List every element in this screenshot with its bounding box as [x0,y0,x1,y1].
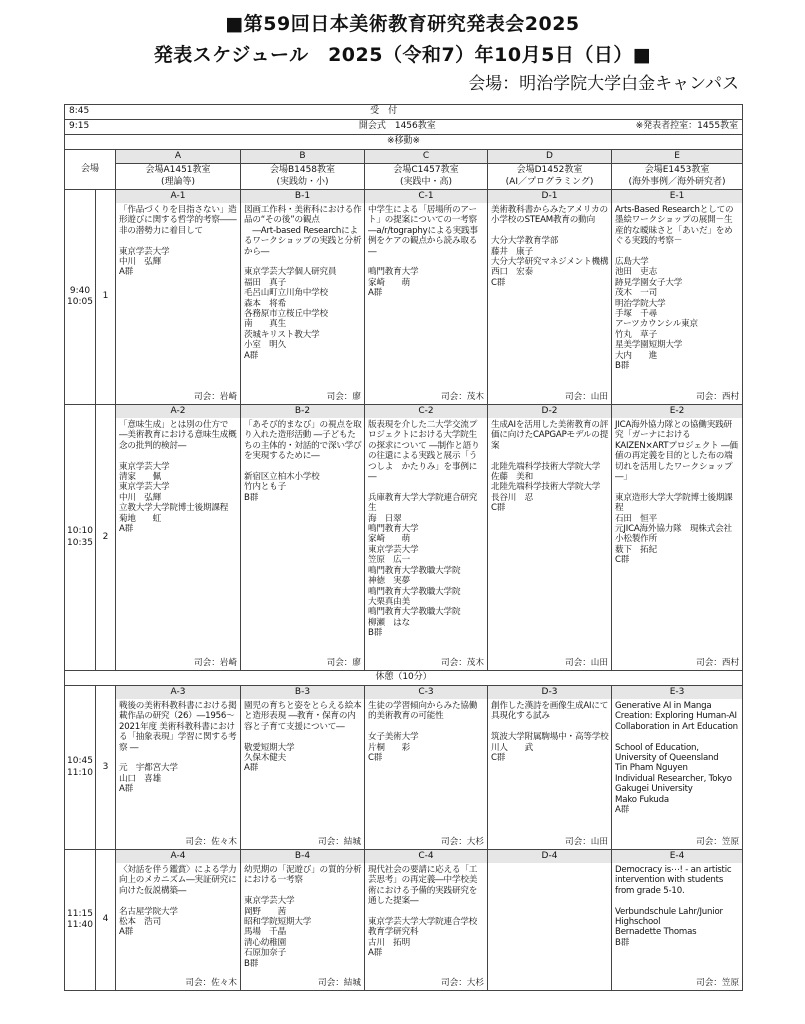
session-chair: 司会：佐々木 [185,837,237,847]
presentation-details: 園児の育ちと姿をとらえる絵本と造形表現 ―教育・保育の内容と子育て支援について― 敬愛短期大学 久保木健夫 A群 [244,701,362,774]
presentation-cell [488,686,612,850]
presentation-details: 「あそび的まなび」の視点を取り入れた造形活動 ―子どもたちの主体的・対話的で深い学びを実現するために― 新宿区立柏木小学校 竹内とも子 B群 [244,420,362,503]
slot-time: 10:10 10:35 [65,405,96,671]
venue-label: 会場：明治学院大学白金キャンパス [468,74,739,94]
session-row [65,190,743,405]
session-chair: 司会：結城 [318,978,361,988]
page-title: ■第59回日本美術教育研究発表会2025 [225,13,580,35]
presentation-details: 「作品づくりを目指さない」造形遊びに関する哲学的考察――非の潜勢力に着目して 東京学芸大学 中川 弘輝 A群 [119,205,237,278]
presentation-cell [365,190,488,405]
slot-time: 9:40 10:05 [65,190,96,405]
reception-label: 受 付 [370,106,398,117]
slot-number: 4 [96,850,116,991]
room-theme: (実践中・高) [399,176,453,187]
presentation-code: A-3 [116,686,240,699]
presentation-code: D-3 [488,686,611,699]
session-chair: 司会：廖 [326,658,361,668]
room-header [612,164,743,190]
room-name: 会場A1451教室 [145,165,211,176]
presentation-cell [488,405,612,671]
presentation-details: 戦後の美術科教科書における掲載作品の研究（26）―1956～2021年度 美術科教科書における「抽象表現」学習に関する考察 ― 元 宇都宮大学 山口 喜雄 A群 [119,701,237,795]
room-letter: C [365,150,488,164]
presentation-code: C-2 [365,405,487,418]
session-chair: 司会：山田 [565,392,608,402]
room-header [488,164,612,190]
break-label: 休憩（10分） [65,671,743,686]
presentation-code: A-2 [116,405,240,418]
presentation-details: 生成AIを活用した美術教育の評価に向けたCAPGAPモデルの提案 北陸先端科学技術大学院大学 佐藤 美和 北陸先端科学技術大学院大学 長谷川 忍 C群 [491,420,609,514]
session-chair: 司会：茂木 [441,392,484,402]
room-letter: A [116,150,241,164]
room-letter: E [612,150,743,164]
session-chair: 司会：岩崎 [194,392,237,402]
room-theme: (理論等) [160,176,196,187]
presentation-cell [365,686,488,850]
room-name: 会場D1452教室 [516,165,583,176]
presentation-details: 生徒の学習傾向からみた協働的美術教育の可能性 女子美術大学 片桐 彩 C群 [368,701,478,764]
session-chair: 司会：大杉 [441,978,484,988]
presentation-code: E-1 [612,190,742,203]
presentation-code: C-3 [365,686,487,699]
presentation-code: A-1 [116,190,240,203]
presentation-code: B-3 [241,686,364,699]
presentation-code: A-4 [116,850,240,863]
opening-row [65,120,743,135]
session-chair: 司会：山田 [565,658,608,668]
presentation-cell [116,850,241,991]
room-theme: (海外事例／海外研究者) [628,176,726,187]
slot-number: 1 [96,190,116,405]
presentation-details: JICA海外協力隊との協働実践研究「ガーナにおけるKAIZEN×ARTプロジェクト ―価値の再定義を目的とした布の端切れを活用したワークショップ―」 東京造形大学大学院博士後期課程 石田 恒平 元JICA海外協力隊 現株式会社小松製作所 薮下 拓紀 C群 [615,420,738,566]
session-chair: 司会：茂木 [441,658,484,668]
presentation-cell [116,405,241,671]
session-chair: 司会：山田 [565,837,608,847]
presentation-cell [241,686,365,850]
presentation-cell [365,405,488,671]
room-header [241,164,365,190]
presentation-cell [365,850,488,991]
presentation-code: D-4 [488,850,611,863]
presentation-details [488,863,611,865]
schedule-subtitle: 発表スケジュール 2025（令和7）年10月5日（日）■ [153,44,652,66]
presentation-code: B-1 [241,190,364,203]
presentation-code: E-3 [612,686,742,699]
presentation-cell [612,405,743,671]
session-row [65,686,743,850]
presentation-code: D-2 [488,405,611,418]
speaker-room-note: ※発表者控室：1455教室 [635,121,739,132]
session-row [65,405,743,671]
session-chair: 司会：廖 [326,392,361,402]
presentation-details: 版表現を介した二大学交流プロジェクトにおける大学院生の探求について ―制作と語りの往還による実践と展示「うつしよ かたりみ」を事例に― 兵庫教育大学大学院連合研究生 海 日翠 鳴門教育大学 家崎 萌 東京学芸大学 笠原 広一 鳴門教育大学教職大学院 神徳 実夢 鳴門教育大学教職大学院 大栗真由美 鳴門教育大学教職大学院 柳瀬 はな B群 [368,420,480,639]
presentation-details: 幼児期の「泥遊び」の質的分析における一考察 東京学芸大学 岡野 茜 昭和学院短期大学 馬場 千晶 清心幼稚園 石原加奈子 B群 [244,865,362,969]
room-name: 会場E1453教室 [644,165,710,176]
slot-number: 3 [96,686,116,850]
presentation-code: C-4 [365,850,487,863]
session-chair: 司会：結城 [318,837,361,847]
break-row [65,671,743,686]
room-letter: B [241,150,365,164]
room-name-row [65,164,743,190]
opening-time: 9:15 [69,121,90,132]
room-name: 会場B1458教室 [269,165,336,176]
session-chair: 司会：岩崎 [194,658,237,668]
schedule-table [64,104,743,991]
presentation-code: B-4 [241,850,364,863]
presentation-cell [241,405,365,671]
room-theme: (AI／プログラミング) [505,176,594,187]
presentation-cell [488,850,612,991]
presentation-details: 中学生による「居場所のアート」の提案についての一考察 ―a/r/tographyによる実践事例をケアの観点から読み取る― 鳴門教育大学 家崎 萌 A群 [368,205,478,299]
presentation-details: 〈対話を伴う鑑賞〉による学力向上のメカニズム―実証研究に向けた仮説構築― 名古屋学院大学 松本 浩司 A群 [119,865,237,938]
room-letter-row [65,150,743,164]
slot-time: 11:15 11:40 [65,850,96,991]
presentation-details: Generative AI in Manga Creation: Exploring Human-AI Collaboration in Art Education School of Education, University of Queensland Tin Pham Nguyen Individual Researcher, Tokyo Gakugei University Mako Fukuda A群 [615,701,738,816]
presentation-details: 創作した漢詩を画像生成AIにて具現化する試み 筑波大学附属駒場中・高等学校 川人 武 C群 [491,701,609,764]
session-chair: 司会：佐々木 [185,978,237,988]
session-row [65,850,743,991]
room-theme: (実践幼・小) [276,176,329,187]
session-chair: 司会：大杉 [441,837,484,847]
slot-time: 10:45 11:10 [65,686,96,850]
session-chair: 司会：西村 [696,658,740,668]
presentation-details: Democracy is⋯! - an artistic intervention with students from grade 5-10. Verbundschule Lahr/Junior Highschool Bernadette Thomas B群 [615,865,732,948]
slot-number: 2 [96,405,116,671]
presentation-cell [612,850,743,991]
session-chair: 司会：笠原 [696,837,740,847]
session-chair: 司会：西村 [696,392,740,402]
reception-row [65,105,743,120]
presentation-details: Arts-Based Researchとしての墨絵ワークショップの展開－生産的な曖昧さと「あいだ」をめぐる実践的考察－ 広島大学 池田 吏志 跡見学園女子大学 茂木 一司 明治学院大学 手塚 千尋 アーツカウンシル東京 竹丸 草子 星美学園短期大学 大内 進 B群 [615,205,734,372]
presentation-details: 美術教科書からみたアメリカの小学校のSTEAM教育の動向 大分大学教育学部 藤井 康子 大分大学研究マネジメント機構 西口 宏泰 C群 [491,205,609,288]
reception-time: 8:45 [69,106,90,117]
presentation-details: 現代社会の要請に応える「工芸思考」の再定義―中学校美術における予備的実践研究を通した提案― 東京学芸大学大学院連合学校教育学研究科 古川 拓明 A群 [368,865,478,959]
room-header [365,164,488,190]
session-chair: 司会：笠原 [696,978,740,988]
presentation-details: 図画工作科・美術科における作品の“その後”の観点 ―Art-based Researchによるワークショップの実践と分析から― 東京学芸大学個人研究員 福田 真子 毛呂山町立川角中学校 森本 将希 各務原市立桜丘中学校 南 真生 茨城キリスト教大学 小室 明久 A群 [244,205,362,361]
presentation-code: C-1 [365,190,487,203]
presentation-cell [116,190,241,405]
presentation-cell [612,190,743,405]
rooms-label: 会場 [65,150,116,190]
presentation-cell [488,190,612,405]
room-letter: D [488,150,612,164]
presentation-cell [116,686,241,850]
room-header [116,164,241,190]
opening-label: 開会式 1456教室 [358,121,436,132]
presentation-code: B-2 [241,405,364,418]
presentation-code: D-1 [488,190,611,203]
move-row [65,135,743,150]
presentation-code: E-4 [612,850,742,863]
move-label: ※移動※ [65,135,743,150]
room-name: 会場C1457教室 [393,165,459,176]
presentation-details: 「意味生成」とは別の仕方で ―美術教育における意味生成概念の批判的検討― 東京学芸大学 清家 佩 東京学芸大学 中川 弘輝 立教大学大学院博士後期課程 菊地 虹 A群 [119,420,237,535]
presentation-cell [241,190,365,405]
presentation-cell [241,850,365,991]
presentation-code: E-2 [612,405,742,418]
presentation-cell [612,686,743,850]
